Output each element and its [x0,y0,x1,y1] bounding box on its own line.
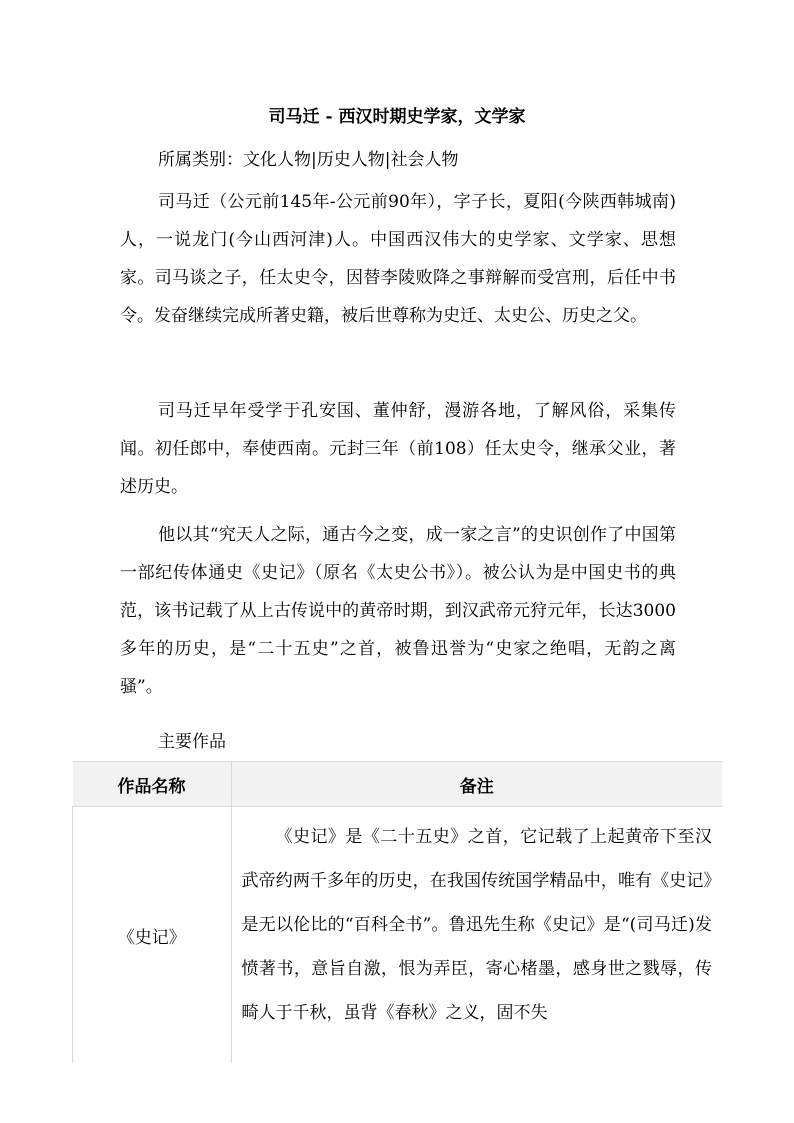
work-name-cell: 《史记》 [73,807,232,1064]
table-row [73,807,723,1064]
column-header-name: 作品名称 [73,762,232,807]
page-title: 司马迁 - 西汉时期史学家，文学家 [268,107,526,127]
paragraph-shiji: 他以其“究天人之际，通古今之变，成一家之言”的史识创作了中国第一部纪传体通史《史记》（原名《太史公书》）。被公认为是中国史书的典范，该书记载了从上古传说中的黄帝时期，到汉武帝元狩元年，长达3000多年的历史，是“二十五史”之首，被鲁迅誉为“史家之绝唱，无韵之离骚”。 [120,525,676,697]
works-table-header-row [73,762,723,807]
paragraph-intro: 司马迁（公元前145年-公元前90年），字子长，夏阳(今陕西韩城南)人，一说龙门(今山西河津)人。中国西汉伟大的史学家、文学家、思想家。司马谈之子，任太史令，因替李陵败降之事辩解而受宫刑，后任中书令。发奋继续完成所著史籍，被后世尊称为史迁、太史公、历史之父。 [120,192,676,326]
works-section-label: 主要作品 [158,732,226,752]
works-table [72,761,722,1063]
category-line: 所属类别：文化人物|历史人物|社会人物 [158,150,459,170]
column-header-note: 备注 [231,762,722,807]
work-note-cell: 《史记》是《二十五史》之首，它记载了上起黄帝下至汉武帝约两千多年的历史，在我国传统国学精品中，唯有《史记》是无以伦比的“百科全书”。鲁迅先生称《史记》是“(司马迁)发愤著书，意旨自激，恨为弄臣，寄心楮墨，感身世之戮辱，传畸人于千秋，虽背《春秋》之义，固不失 [241,827,712,1023]
paragraph-early-life: 司马迁早年受学于孔安国、董仲舒，漫游各地，了解风俗，采集传闻。初任郎中，奉使西南。元封三年（前108）任太史令，继承父业，著述历史。 [120,401,676,497]
